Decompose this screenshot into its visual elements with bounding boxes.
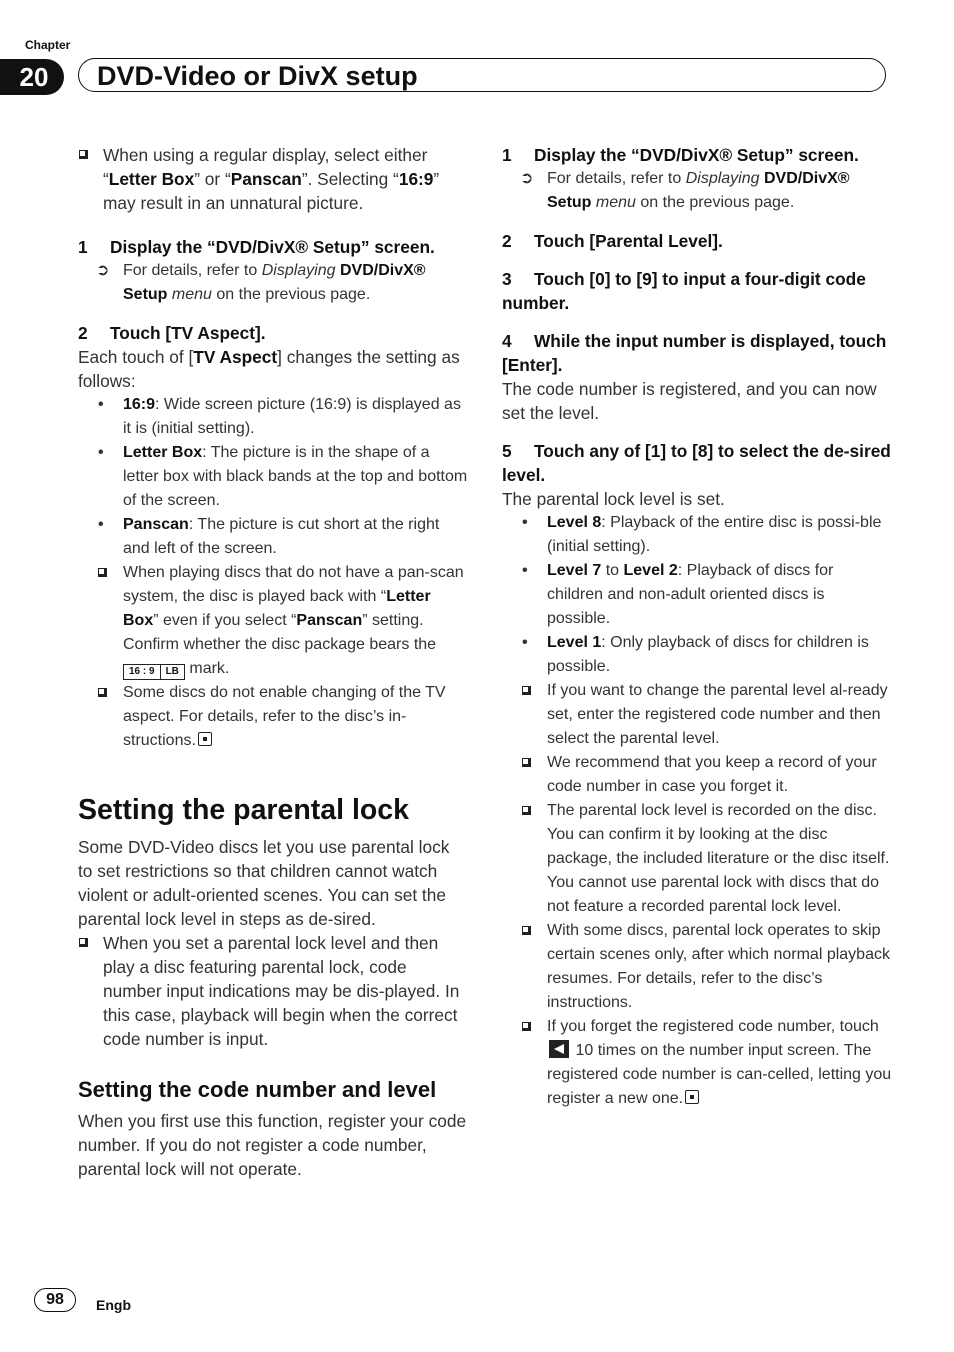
note-panscan-system: When playing discs that do not have a pan-scan system, the disc is played back with “Letter Box” even if you select “Panscan” setting. Confirm whether the disc package bears the 16 : 9 LB mark.	[78, 561, 468, 681]
chapter-label: Chapter	[25, 38, 71, 52]
note-checkbox-icon	[522, 926, 531, 935]
left-column	[78, 143, 468, 1181]
right-step-4-heading: 4 While the input number is displayed, touch [Enter].	[502, 331, 887, 375]
right-step-5-heading: 5 Touch any of [1] to [8] to select the de-sired level.	[502, 441, 891, 485]
language-code: Engb	[96, 1297, 131, 1313]
step-2-body: Each touch of [TV Aspect] changes the setting as follows:	[78, 347, 460, 391]
note-checkbox-icon	[98, 568, 107, 577]
note-record-code: We recommend that you keep a record of your code number in case you forget it.	[502, 751, 892, 799]
note-display-mode: When using a regular display, select either “Letter Box” or “Panscan”. Selecting “16:9” may result in an unnatural picture.	[78, 143, 468, 215]
page-number: 98	[34, 1288, 76, 1312]
end-of-section-icon	[685, 1090, 699, 1104]
chapter-title: DVD-Video or DivX setup	[97, 61, 418, 91]
reference-arrow-icon: ➲	[520, 170, 534, 187]
section-title: Setting the parental lock	[78, 794, 409, 826]
note-checkbox-icon	[522, 806, 531, 815]
subsection-title: Setting the code number and level	[78, 1077, 437, 1102]
note-checkbox-icon	[522, 1022, 531, 1031]
right-step-3-heading: 3 Touch [0] to [9] to input a four-digit code number.	[502, 269, 866, 313]
right-step-5-body: The parental lock level is set.	[502, 489, 725, 509]
bullet-letter-box: • Letter Box: The picture is in the shape of a letter box with black bands at the top and bottom of the screen.	[98, 444, 468, 509]
step-2-heading: 2 Touch [TV Aspect].	[78, 323, 266, 343]
bullet-level-8: • Level 8: Playback of the entire disc is possi-ble (initial setting).	[522, 514, 882, 555]
right-step-1-reference: ➲ For details, refer to Displaying DVD/DivX® Setup menu on the previous page.	[502, 167, 892, 215]
right-step-4-body: The code number is registered, and you can now set the level.	[502, 379, 877, 423]
right-step-2-heading: 2 Touch [Parental Level].	[502, 231, 723, 251]
aspect-16-9-lb-mark-icon: 16 : 9 LB	[123, 664, 185, 680]
bullet-level-1: • Level 1: Only playback of discs for children is possible.	[522, 634, 869, 675]
right-step-1-heading: 1 Display the “DVD/DivX® Setup” screen.	[502, 145, 859, 165]
note-checkbox-icon	[79, 150, 88, 159]
bullet-panscan: • Panscan: The picture is cut short at the right and left of the screen.	[98, 516, 440, 557]
back-arrow-icon	[549, 1040, 569, 1058]
note-checkbox-icon	[98, 688, 107, 697]
subsection-body: When you first use this function, register your code number. If you do not register a code number, parental lock will not operate.	[78, 1111, 467, 1179]
section-body: Some DVD-Video discs let you use parental lock to set restrictions so that children cannot watch violent or adult-oriented scenes. You can set the parental lock level in steps as de-sired.	[78, 837, 450, 929]
section-note: When you set a parental lock level and then play a disc featuring parental lock, code number input indications may be dis-played. In this case, playback will begin when the correct code number is input.	[78, 931, 468, 1051]
chapter-number: 20	[0, 59, 64, 95]
bullet-16-9: • 16:9: Wide screen picture (16:9) is displayed as it is (initial setting).	[98, 396, 461, 437]
note-checkbox-icon	[79, 938, 88, 947]
note-change-level: If you want to change the parental level al-ready set, enter the registered code number and then select the parental level.	[502, 679, 892, 751]
step-1-reference: ➲ For details, refer to Displaying DVD/DivX® Setup menu on the previous page.	[78, 259, 468, 307]
note-level-on-disc: The parental lock level is recorded on the disc. You can confirm it by looking at the disc package, the included literature or the disc itself. You cannot use parental lock with discs that do not feature a recorded parental lock level.	[502, 799, 892, 919]
note-checkbox-icon	[522, 758, 531, 767]
end-of-section-icon	[198, 732, 212, 746]
step-1-heading: 1 Display the “DVD/DivX® Setup” screen.	[78, 237, 435, 257]
right-column	[502, 143, 892, 1111]
note-forgot-code: If you forget the registered code number, touch 10 times on the number input screen. The registered code number is can-celled, letting you register a new one.	[502, 1015, 892, 1111]
bullet-level-7-2: • Level 7 to Level 2: Playback of discs for children and non-adult oriented discs is possible.	[522, 562, 834, 627]
reference-arrow-icon: ➲	[96, 262, 110, 279]
note-skip-scenes: With some discs, parental lock operates to skip certain scenes only, after which normal playback resumes. For details, refer to the disc’s instructions.	[502, 919, 892, 1015]
note-checkbox-icon	[522, 686, 531, 695]
note-tv-aspect-unsupported: Some discs do not enable changing of the TV aspect. For details, refer to the disc’s in-structions.	[78, 681, 468, 753]
